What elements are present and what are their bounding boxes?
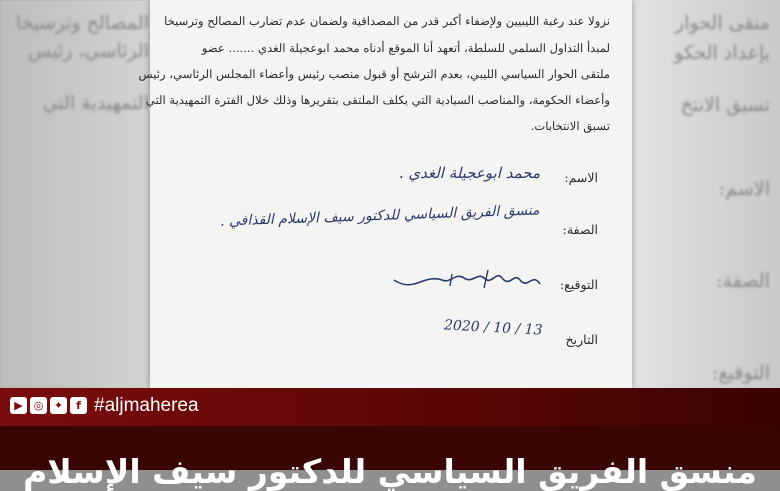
- headline-bar: [0, 426, 780, 491]
- document-line: لمبدأ التداول السلمي للسلطة، أتعهد أنا الموقع أدناه محمد ابوعجيلة الغدي ....... عضو: [201, 41, 610, 55]
- ghost-text: تسبق الانتخ: [680, 94, 770, 116]
- twitter-icon[interactable]: ✦: [50, 397, 67, 414]
- signature-label: التوقيع:: [559, 277, 598, 292]
- document-line: ملتقى الحوار السياسي الليبي، بعدم الترشح أو قبول منصب رئيس وأعضاء المجلس الرئاسي، رئيس: [138, 67, 610, 81]
- ghost-text: التوقيع:: [712, 362, 770, 384]
- hashtag: #aljmaherea: [94, 395, 199, 416]
- ghost-text: المصالح وترسيخا: [15, 12, 149, 34]
- document-line: وأعضاء الحكومة، والمناصب السيادية التي يكلف الملتقى بتقريرها وذلك خلال الفترة التمهيدية التي: [145, 93, 610, 107]
- signature-image: [392, 262, 542, 296]
- ghost-text: الرئاسي، رئيس: [28, 40, 149, 62]
- headline: منسق الفريق السياسي للدكتور سيف الإسلام: [23, 452, 757, 491]
- document-line: تسبق الانتخابات.: [530, 119, 610, 133]
- ghost-text: بإعداد الحكو: [674, 42, 770, 64]
- pledge-document: [138, 0, 632, 388]
- instagram-icon[interactable]: ◎: [30, 397, 47, 414]
- handwritten-name: محمد ابوعجيلة الغدي .: [398, 164, 540, 182]
- ghost-text: التمهيدية التي: [42, 92, 149, 114]
- ghost-text: منقى الحوار: [675, 12, 770, 34]
- name-label: الاسم:: [564, 170, 598, 185]
- blurred-background-left: [0, 0, 155, 388]
- ghost-text: الاسم:: [718, 178, 770, 200]
- handwritten-title: منسق الفريق السياسي للدكتور سيف الإسلام القذافي .: [220, 202, 541, 230]
- social-icons: [10, 397, 87, 414]
- facebook-icon[interactable]: f: [70, 397, 87, 414]
- blurred-background-right: [630, 0, 780, 388]
- date-label: التاريخ: [565, 332, 598, 347]
- title-label: الصفة:: [562, 222, 598, 237]
- handwritten-date: 2020 / 10 / 13: [443, 317, 543, 339]
- social-bar: [0, 388, 780, 426]
- youtube-icon[interactable]: ▶: [10, 397, 27, 414]
- ghost-text: الصفة:: [716, 270, 770, 292]
- document-line: نزولا عند رغبة الليبيين ولإضفاء أكبر قدر من المصداقية ولضمان عدم تضارب المصالح وترسيخا: [164, 14, 610, 28]
